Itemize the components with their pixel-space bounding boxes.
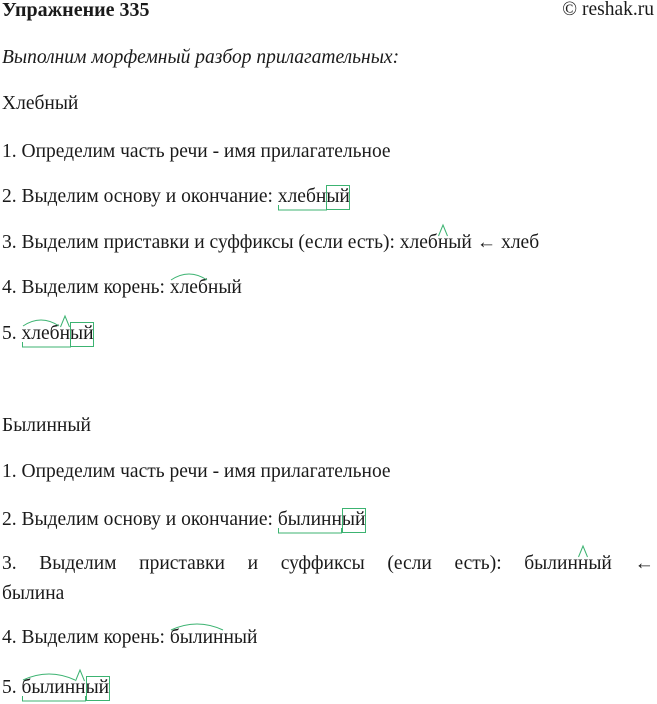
w1-step5-ending-wrap (70, 322, 94, 346)
w2-step4-rest: ный (223, 627, 258, 648)
w2-step2-label: 2. Выделим основу и окончание: (2, 509, 273, 530)
w1-step5-suffix-wrap (60, 322, 70, 346)
w1-step2-stem-wrap (278, 185, 327, 209)
w2-step5-root-wrap (22, 676, 76, 700)
w1-step3-label: 3. Выделим приставки и суффиксы (если есть): (2, 232, 395, 253)
w1-step2-ending-wrap (326, 185, 350, 209)
w2-step5-ending-wrap (86, 676, 110, 700)
w2-step3-word: и (247, 553, 259, 574)
w1-step3-suffix: н (437, 232, 449, 253)
w1-step5-root: хлеб (21, 323, 60, 344)
w2-step5-ending: ый (85, 677, 110, 698)
w1-step4-root-wrap (170, 276, 208, 300)
w1-step2-stem: хлебн (277, 186, 327, 207)
w1-step3-pre: хлеб (399, 232, 438, 253)
w1-step2 (2, 185, 350, 209)
w2-step5 (2, 676, 109, 700)
w1-step3-suffix-wrap (438, 231, 448, 255)
w2-step3-post: ый (588, 553, 612, 574)
w1-step3 (2, 231, 539, 255)
w1-step5-suffix: н (59, 323, 70, 344)
w2-step3-word: (если (387, 553, 432, 574)
w2-step4-label: 4. Выделим корень: (2, 627, 165, 648)
w2-step2 (2, 508, 365, 532)
w2-step3-word: 3. (2, 553, 17, 574)
w2-step2-stem-wrap (278, 508, 342, 532)
w2-step5-stem-wrap (22, 676, 86, 700)
w2-step4-root: былин (169, 627, 224, 648)
w2-step1: 1. Определим часть речи - имя прилагательное (2, 461, 391, 482)
w2-step3-word: Выделим (39, 553, 117, 574)
w1-step4-label: 4. Выделим корень: (2, 277, 165, 298)
w1-step5-stem-wrap (22, 322, 71, 346)
word-heading-2: Былинный (2, 415, 91, 436)
w1-step4-rest: ный (207, 277, 242, 298)
word-heading-1: Хлебный (2, 93, 79, 114)
w1-step2-ending: ый (326, 186, 350, 207)
w2-step3-marked-word (524, 552, 612, 576)
w2-step5-root: былин (21, 677, 76, 698)
w2-step3-word: есть): (454, 553, 502, 574)
w2-step3-word: суффиксы (280, 553, 365, 574)
w1-step4 (2, 276, 242, 300)
w2-step3-word: приставки (139, 553, 225, 574)
w1-step5-num: 5. (2, 323, 17, 344)
w2-step2-stem: былинн (277, 509, 342, 530)
w2-step5-suffix: н (75, 677, 86, 698)
w2-step3-source: былина (2, 583, 65, 604)
intro-text: Выполним морфемный разбор прилагательных: (2, 47, 400, 68)
w1-step3-post: ый (448, 232, 472, 253)
w2-step3-suffix: н (577, 553, 589, 574)
w1-step2-label: 2. Выделим основу и окончание: (2, 186, 273, 207)
w1-step3-source: хлеб (501, 232, 540, 253)
w2-step4 (2, 626, 257, 650)
site-credit[interactable]: © reshak.ru (562, 0, 654, 20)
w1-step3-arrow: ← (476, 232, 497, 253)
w2-step5-num: 5. (2, 677, 17, 698)
w2-step3 (2, 552, 654, 576)
w2-step3-arrow: ← (634, 553, 655, 574)
w1-step1: 1. Определим часть речи - имя прилагательное (2, 141, 391, 162)
w2-step4-root-wrap (170, 626, 224, 650)
w2-step2-ending-wrap (342, 508, 366, 532)
w1-step5 (2, 322, 94, 346)
w1-step4-root: хлеб (169, 277, 208, 298)
w1-step5-root-wrap (22, 322, 60, 346)
w2-step3-pre: былин (524, 553, 578, 574)
w2-step3-suffix-wrap (578, 552, 588, 576)
w2-step2-ending: ый (341, 509, 366, 530)
w1-step5-ending: ый (70, 323, 94, 344)
w2-step5-suffix-wrap (75, 676, 85, 700)
page-title: Упражнение 335 (2, 0, 150, 21)
